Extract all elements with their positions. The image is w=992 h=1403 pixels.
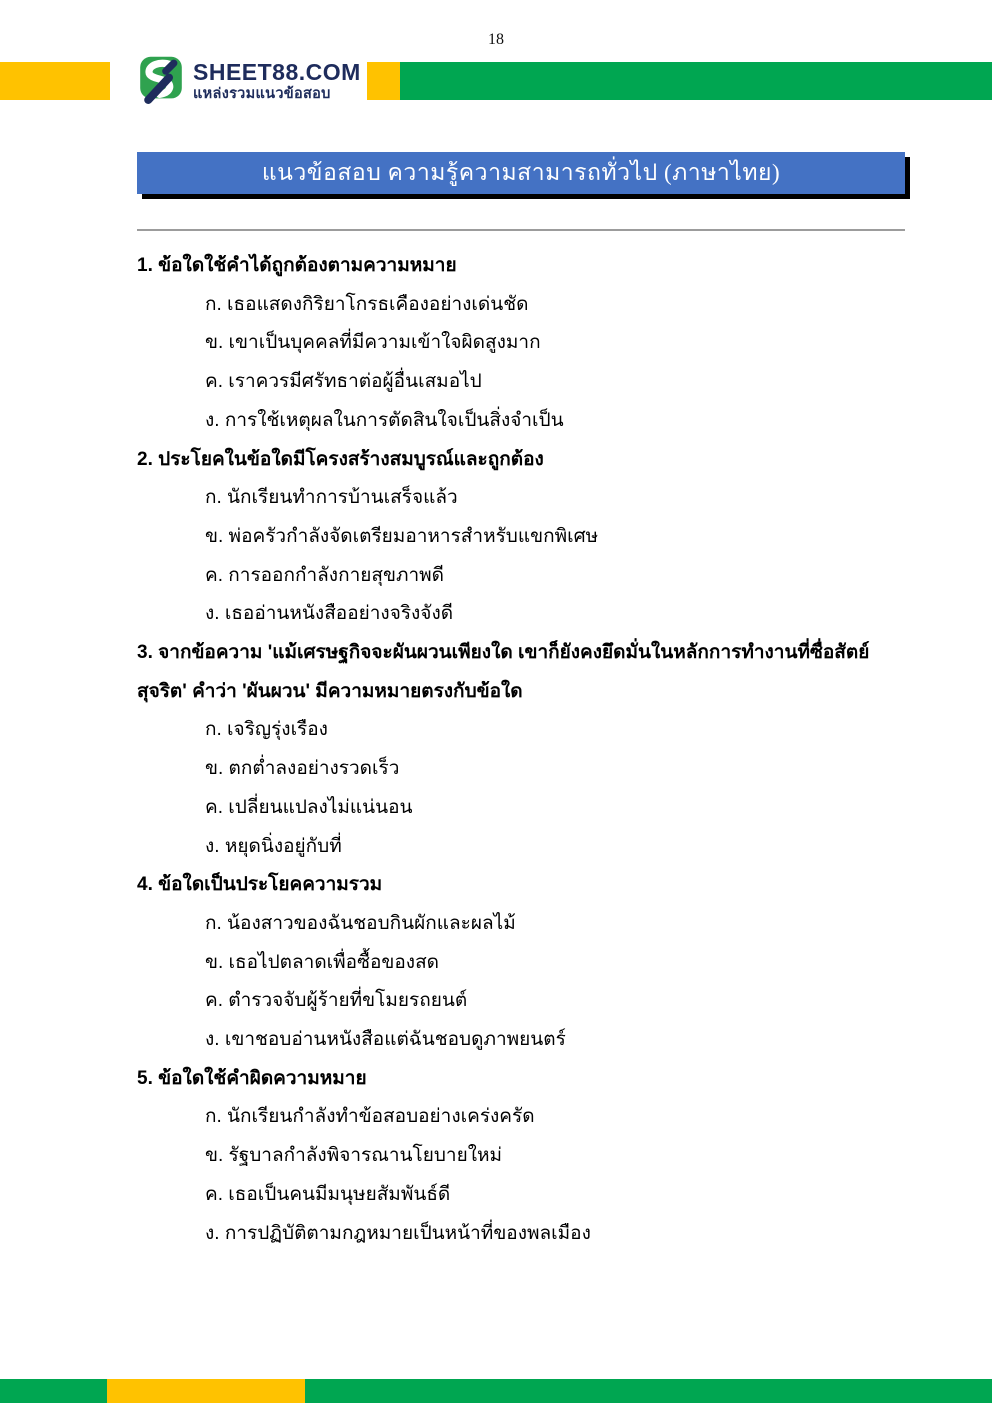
sheet88-logo-icon: [137, 55, 185, 105]
question-1: [137, 247, 912, 441]
question-number: 4.: [137, 874, 153, 896]
option-d: ง. หยุดนิ่งอยู่กับที่: [205, 835, 342, 857]
footer-green-bar-left: [0, 1379, 107, 1403]
option-b: ข. เขาเป็นบุคคลที่มีความเข้าใจผิดสูงมาก: [205, 332, 541, 354]
question-number: 2.: [137, 448, 153, 470]
sheet88-logo: [137, 55, 367, 105]
option-c: ค. เธอเป็นคนมีมนุษยสัมพันธ์ดี: [205, 1183, 451, 1205]
option-b: ข. รัฐบาลกำลังพิจารณานโยบายใหม่: [205, 1145, 503, 1167]
question-text: ข้อใดใช้คำได้ถูกต้องตามความหมาย: [158, 255, 457, 276]
question-number: 1.: [137, 255, 153, 276]
question-stem: [137, 866, 912, 905]
logo-text: [193, 55, 361, 104]
option-c: ค. เราควรมีศรัทธาต่อผู้อื่นเสมอไป: [205, 371, 482, 393]
option-c: ค. ตำรวจจับผู้ร้ายที่ขโมยรถยนต์: [205, 990, 468, 1012]
option-c: ค. เปลี่ยนแปลงไม่แน่นอน: [205, 796, 413, 818]
option-d: ง. การปฏิบัติตามกฎหมายเป็นหน้าที่ของพลเมือง: [205, 1222, 591, 1244]
page-number: 18: [488, 31, 504, 48]
question-5: [137, 1060, 912, 1254]
question-stem: [137, 441, 912, 480]
footer-yellow-bar: [107, 1379, 305, 1403]
option-a: ก. เธอแสดงกิริยาโกรธเคืองอย่างเด่นชัด: [205, 293, 529, 315]
question-number: 5.: [137, 1067, 153, 1089]
header-yellow-bar-left: [0, 62, 110, 100]
option-a: ก. น้องสาวของฉันชอบกินผักและผลไม้: [205, 912, 516, 934]
option-d: ง. เขาชอบอ่านหนังสือแต่ฉันชอบดูภาพยนตร์: [205, 1029, 566, 1051]
header-green-bar: [400, 62, 992, 100]
option-c: ค. การออกกำลังกายสุขภาพดี: [205, 564, 445, 586]
question-text: ข้อใดใช้คำผิดความหมาย: [158, 1067, 367, 1089]
question-3: [137, 634, 912, 866]
option-b: ข. ตกต่ำลงอย่างรวดเร็ว: [205, 758, 400, 780]
question-stem: [137, 247, 912, 286]
question-stem: [137, 634, 912, 711]
question-stem: [137, 1060, 912, 1099]
question-text: ประโยคในข้อใดมีโครงสร้างสมบูรณ์และถูกต้อง: [158, 448, 544, 470]
option-d: ง. การใช้เหตุผลในการตัดสินใจเป็นสิ่งจำเป็น: [205, 409, 564, 431]
option-a: ก. เจริญรุ่งเรือง: [205, 719, 328, 741]
questions-list: [137, 247, 912, 1253]
option-d: ง. เธออ่านหนังสืออย่างจริงจังดี: [205, 603, 454, 625]
question-text: จากข้อความ 'แม้เศรษฐกิจจะผันผวนเพียงใด เขาก็ยังคงยึดมั่นในหลักการทำงานที่ซื่อสัตย์สุจริต' คำว่า 'ผันผวน' มีความหมายตรงกับข้อใด: [137, 642, 870, 702]
exam-title: แนวข้อสอบ ความรู้ความสามารถทั่วไป (ภาษาไทย): [261, 160, 781, 185]
question-4: [137, 866, 912, 1060]
option-a: ก. นักเรียนกำลังทำข้อสอบอย่างเคร่งครัด: [205, 1106, 535, 1128]
option-a: ก. นักเรียนทำการบ้านเสร็จแล้ว: [205, 487, 458, 509]
logo-brand-name: SHEET88.COM: [193, 59, 361, 85]
logo-tagline: แหล่งรวมแนวข้อสอบ: [193, 86, 331, 102]
option-b: ข. พ่อครัวกำลังจัดเตรียมอาหารสำหรับแขกพิเศษ: [205, 525, 599, 547]
exam-title-banner: [137, 152, 905, 194]
horizontal-divider: [137, 229, 905, 231]
option-b: ข. เธอไปตลาดเพื่อซื้อของสด: [205, 951, 440, 973]
question-number: 3.: [137, 642, 153, 664]
question-2: [137, 441, 912, 635]
question-text: ข้อใดเป็นประโยคความรวม: [158, 874, 383, 896]
footer-green-bar-right: [305, 1379, 992, 1403]
